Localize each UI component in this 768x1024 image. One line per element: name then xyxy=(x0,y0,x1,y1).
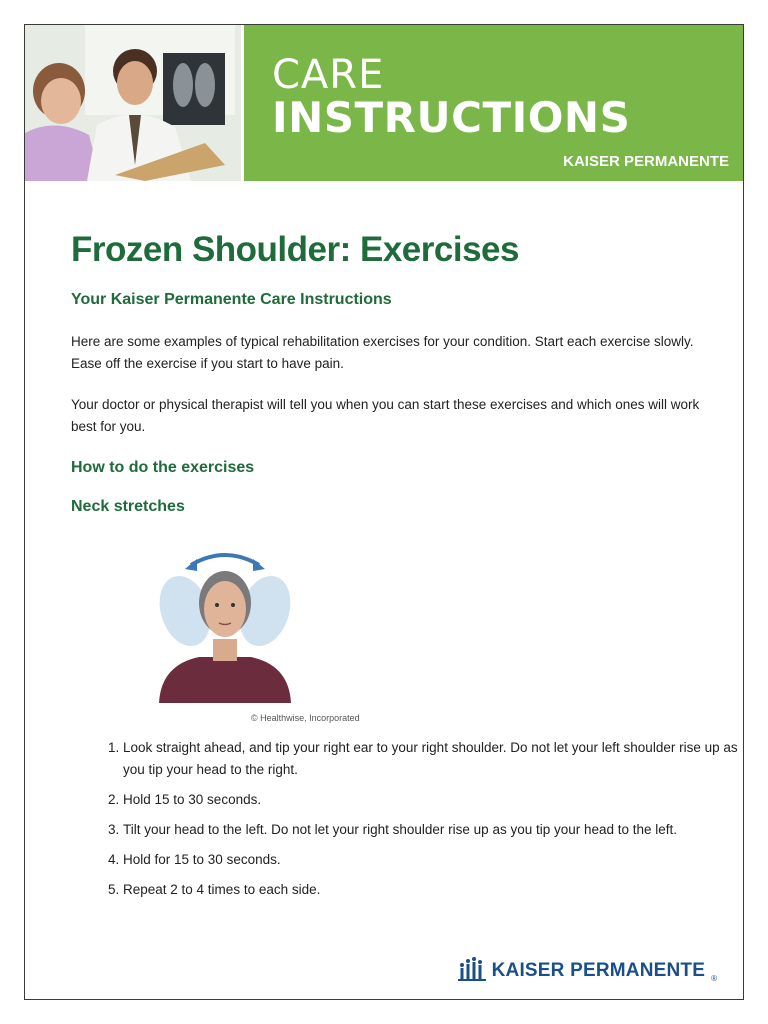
list-item: 2. Hold 15 to 30 seconds. xyxy=(123,789,763,811)
list-item: 5. Repeat 2 to 4 times to each side. xyxy=(123,879,763,901)
care-instructions-page xyxy=(24,24,744,1000)
kaiser-symbol-icon xyxy=(458,955,486,986)
exercise-steps-list xyxy=(71,737,763,909)
list-item: 4. Hold for 15 to 30 seconds. xyxy=(123,849,763,871)
image-credit: © Healthwise, Incorporated xyxy=(251,713,360,723)
page-title: Frozen Shoulder: Exercises xyxy=(71,230,519,269)
list-item: 1. Look straight ahead, and tip your right ear to your right shoulder. Do not let your left shoulder rise up as you tip your head to the right. xyxy=(123,737,763,781)
footer-brand-text: KAISER PERMANENTE xyxy=(491,959,706,981)
page-subtitle: Your Kaiser Permanente Care Instructions xyxy=(71,291,392,308)
banner-brand-text: KAISER PERMANENTE xyxy=(563,153,729,170)
list-item: 3. Tilt your head to the left. Do not let your right shoulder rise up as you tip your head to the left. xyxy=(123,819,763,841)
section-heading: How to do the exercises xyxy=(71,459,255,476)
neck-stretch-illustration xyxy=(145,543,305,703)
banner-care-text: CARE xyxy=(272,52,385,98)
banner-instructions-text: INSTRUCTIONS xyxy=(272,93,631,142)
header-banner xyxy=(25,25,743,181)
doctor-patient-photo xyxy=(25,25,241,181)
footer-registered-mark: ® xyxy=(711,974,717,983)
doctor-paragraph: Your doctor or physical therapist will tell you when you can start these exercises and which ones will work best for you. xyxy=(71,397,700,434)
exercise-heading: Neck stretches xyxy=(71,498,185,515)
banner-title-panel xyxy=(244,25,743,181)
intro-paragraph: Here are some examples of typical rehabilitation exercises for your condition. Start each exercise slowly. Ease off the exercise if you start to have pain. xyxy=(71,334,694,371)
footer-logo xyxy=(458,955,717,986)
